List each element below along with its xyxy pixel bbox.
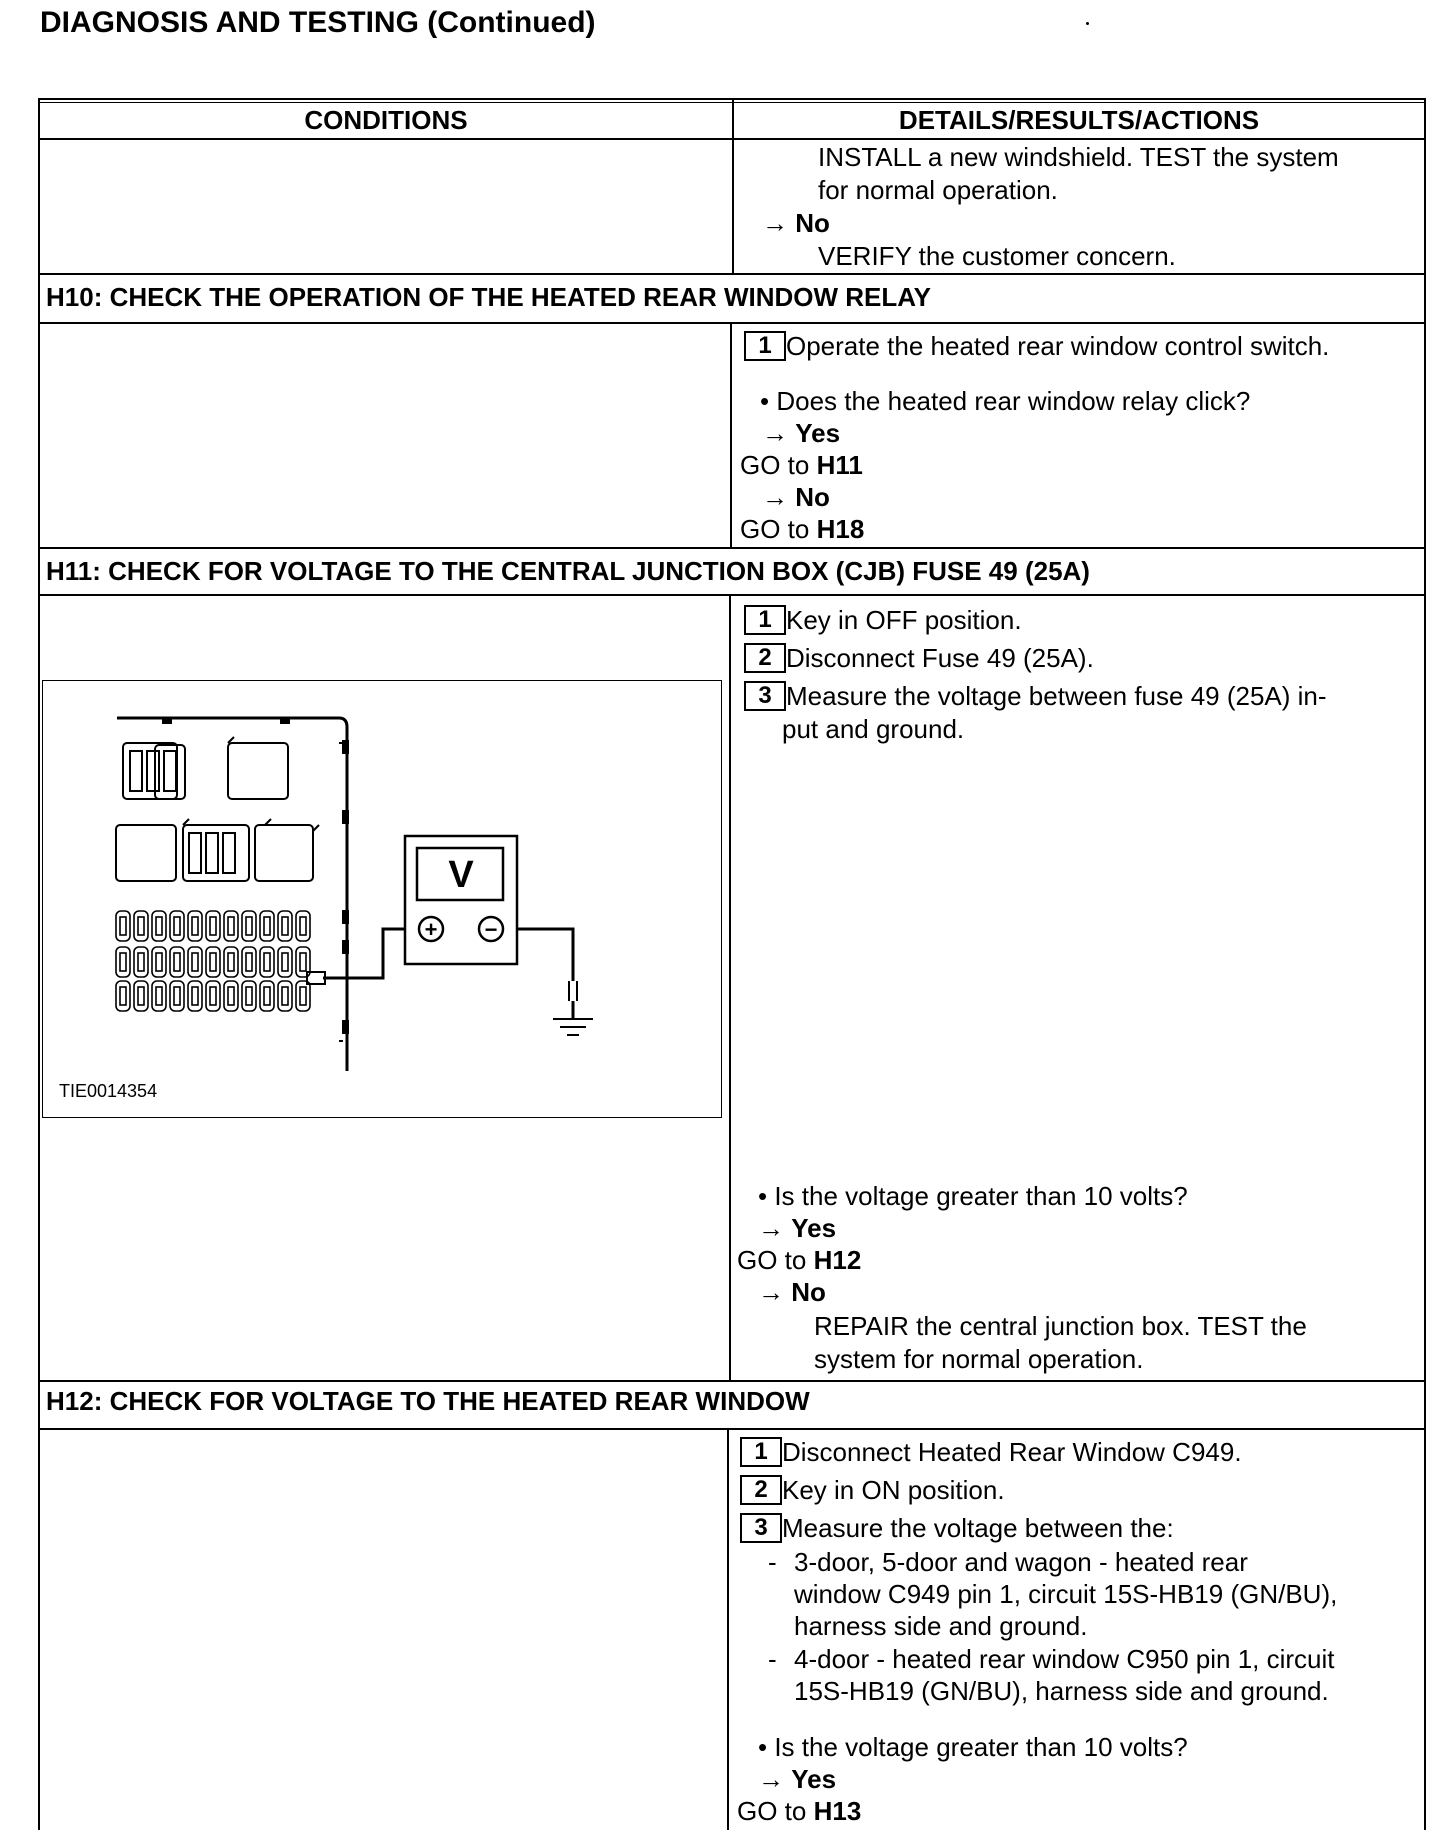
h11-yes-label: → Yes	[758, 1213, 837, 1243]
mini-fuse	[134, 981, 148, 1011]
h10-no-target-link[interactable]: H18	[816, 514, 865, 544]
mini-fuse-element	[156, 987, 162, 1005]
mini-fuse	[188, 947, 202, 977]
h12-bullet-1-line1: 3-door, 5-door and wagon - heated rear	[794, 1547, 1248, 1577]
mini-fuse	[278, 981, 292, 1011]
arrow-icon: →	[762, 418, 788, 448]
h11-step-1: 1 Key in OFF position.	[744, 604, 1022, 637]
h12-title: H12: CHECK FOR VOLTAGE TO THE HEATED REAR WINDOW	[46, 1386, 810, 1416]
figure-code: TIE0014354	[59, 1081, 158, 1101]
h11-step-2: 2 Disconnect Fuse 49 (25A).	[744, 642, 1094, 675]
mini-fuse	[116, 911, 130, 941]
h12-bullet-1-line2: window C949 pin 1, circuit 15S-HB19 (GN/BU),	[794, 1579, 1338, 1609]
step-number-box: 1	[744, 331, 786, 361]
mini-fuse	[242, 911, 256, 941]
mini-fuse	[242, 947, 256, 977]
mini-fuse-element	[282, 917, 288, 935]
mini-fuse-element	[156, 917, 162, 935]
mini-fuse-element	[228, 953, 234, 971]
mini-fuse	[116, 981, 130, 1011]
mini-fuse-element	[192, 987, 198, 1005]
mini-fuse	[170, 981, 184, 1011]
continued-no-label: → No	[762, 208, 830, 238]
h10-go-no: GO to H18	[740, 514, 865, 544]
mini-fuse	[152, 947, 166, 977]
mini-fuse-element	[120, 987, 126, 1005]
mini-fuse-element	[246, 953, 252, 971]
mini-fuse-element	[138, 917, 144, 935]
mini-fuse-element	[120, 917, 126, 935]
h10-question: • Does the heated rear window relay click?	[760, 386, 1251, 416]
h12-bullet-2-line2: 15S-HB19 (GN/BU), harness side and ground.	[794, 1676, 1329, 1706]
arrow-icon: →	[758, 1213, 784, 1243]
h11-question: • Is the voltage greater than 10 volts?	[758, 1181, 1188, 1211]
mini-fuse-element	[156, 953, 162, 971]
h12-go-yes: GO to H13	[737, 1796, 862, 1826]
continued-line2: for normal operation.	[818, 175, 1058, 205]
mini-fuse	[224, 911, 238, 941]
mini-fuse	[260, 981, 274, 1011]
h11-no-action2: system for normal operation.	[814, 1344, 1144, 1374]
h11-title: H11: CHECK FOR VOLTAGE TO THE CENTRAL JUNCTION BOX (CJB) FUSE 49 (25A)	[46, 556, 1090, 586]
mini-fuse	[134, 911, 148, 941]
h11-no-label: → No	[758, 1277, 826, 1307]
h10-title: H10: CHECK THE OPERATION OF THE HEATED REAR WINDOW RELAY	[46, 282, 932, 312]
bullet-dash: -	[768, 1547, 777, 1577]
h12-question: • Is the voltage greater than 10 volts?	[758, 1732, 1188, 1762]
arrow-icon: →	[762, 482, 788, 512]
stray-dot	[1086, 22, 1089, 25]
mini-fuse-element	[300, 917, 306, 935]
mini-fuse	[260, 911, 274, 941]
step-number-box: 2	[740, 1475, 782, 1505]
conditions-header: CONDITIONS	[304, 105, 468, 135]
plus-terminal-icon: +	[424, 917, 438, 942]
mini-fuse-element	[192, 917, 198, 935]
mini-fuse	[116, 947, 130, 977]
mini-fuse	[278, 911, 292, 941]
mini-fuse-element	[192, 953, 198, 971]
mini-fuse	[170, 947, 184, 977]
h10-yes-label: → Yes	[762, 418, 841, 448]
mini-fuse-element	[300, 953, 306, 971]
details-header: DETAILS/RESULTS/ACTIONS	[898, 105, 1260, 135]
mini-fuse	[278, 947, 292, 977]
mini-fuse	[224, 947, 238, 977]
fuse-box-voltage-figure	[42, 680, 722, 1118]
arrow-icon: →	[762, 208, 788, 238]
h11-step-3-cont: put and ground.	[782, 714, 965, 744]
mini-fuse-element	[174, 953, 180, 971]
mini-fuse	[188, 981, 202, 1011]
mini-fuse-element	[264, 953, 270, 971]
h11-yes-target-link[interactable]: H12	[813, 1245, 862, 1275]
continued-no-action: VERIFY the customer concern.	[818, 241, 1176, 271]
mini-fuse-element	[246, 987, 252, 1005]
step-number-box: 1	[740, 1437, 782, 1467]
step-number-box: 1	[744, 605, 786, 635]
mini-fuse-element	[120, 953, 126, 971]
mini-fuse-element	[210, 917, 216, 935]
mini-fuse	[206, 911, 220, 941]
mini-fuse-element	[264, 917, 270, 935]
mini-fuse	[152, 911, 166, 941]
voltmeter-label: V	[448, 854, 474, 896]
step-number-box: 3	[744, 681, 786, 711]
mini-fuse	[224, 981, 238, 1011]
mini-fuse-element	[174, 917, 180, 935]
mini-fuse-element	[210, 987, 216, 1005]
mini-fuse	[170, 911, 184, 941]
mini-fuse	[296, 981, 310, 1011]
mini-fuse-element	[246, 917, 252, 935]
h12-yes-target-link[interactable]: H13	[813, 1796, 862, 1826]
mini-fuse	[296, 911, 310, 941]
mini-fuse	[260, 947, 274, 977]
mini-fuse	[206, 981, 220, 1011]
continued-line1: INSTALL a new windshield. TEST the system	[818, 142, 1339, 172]
mini-fuse	[152, 981, 166, 1011]
h10-no-label: → No	[762, 482, 830, 512]
mini-fuse-element	[282, 953, 288, 971]
h12-bullet-2-line1: 4-door - heated rear window C950 pin 1, circuit	[794, 1644, 1335, 1674]
mini-fuse-element	[138, 987, 144, 1005]
mini-fuse-element	[228, 917, 234, 935]
mini-fuse-element	[174, 987, 180, 1005]
h12-bullet-1-line3: harness side and ground.	[794, 1611, 1088, 1641]
mini-fuse-element	[138, 953, 144, 971]
bullet-dash: -	[768, 1644, 777, 1674]
h12-step-2: 2 Key in ON position.	[740, 1474, 1005, 1507]
mini-fuse	[134, 947, 148, 977]
mini-fuse-element	[228, 987, 234, 1005]
mini-fuse-element	[300, 987, 306, 1005]
mini-fuse	[206, 947, 220, 977]
page-title: DIAGNOSIS AND TESTING (Continued)	[40, 6, 596, 39]
h12-yes-label: → Yes	[758, 1764, 837, 1794]
minus-terminal-icon: −	[484, 917, 498, 942]
h11-no-action1: REPAIR the central junction box. TEST the	[814, 1311, 1307, 1341]
step-number-box: 3	[740, 1513, 782, 1543]
mini-fuse	[242, 981, 256, 1011]
mini-fuse-element	[210, 953, 216, 971]
h12-step-3: 3 Measure the voltage between the:	[740, 1512, 1174, 1545]
step-number-box: 2	[744, 643, 786, 673]
arrow-icon: →	[758, 1764, 784, 1794]
h11-go-yes: GO to H12	[737, 1245, 862, 1275]
h11-step-3: 3 Measure the voltage between fuse 49 (25A) in-	[744, 680, 1327, 713]
arrow-icon: →	[758, 1277, 784, 1307]
fuse-box-diagram	[43, 681, 721, 1117]
h12-step-1: 1 Disconnect Heated Rear Window C949.	[740, 1436, 1242, 1469]
h10-yes-target-link[interactable]: H11	[816, 450, 863, 480]
mini-fuse	[188, 911, 202, 941]
h10-step-1: 1 Operate the heated rear window control switch.	[744, 330, 1329, 363]
h10-go-yes: GO to H11	[740, 450, 863, 480]
mini-fuse-element	[282, 987, 288, 1005]
mini-fuse-element	[264, 987, 270, 1005]
